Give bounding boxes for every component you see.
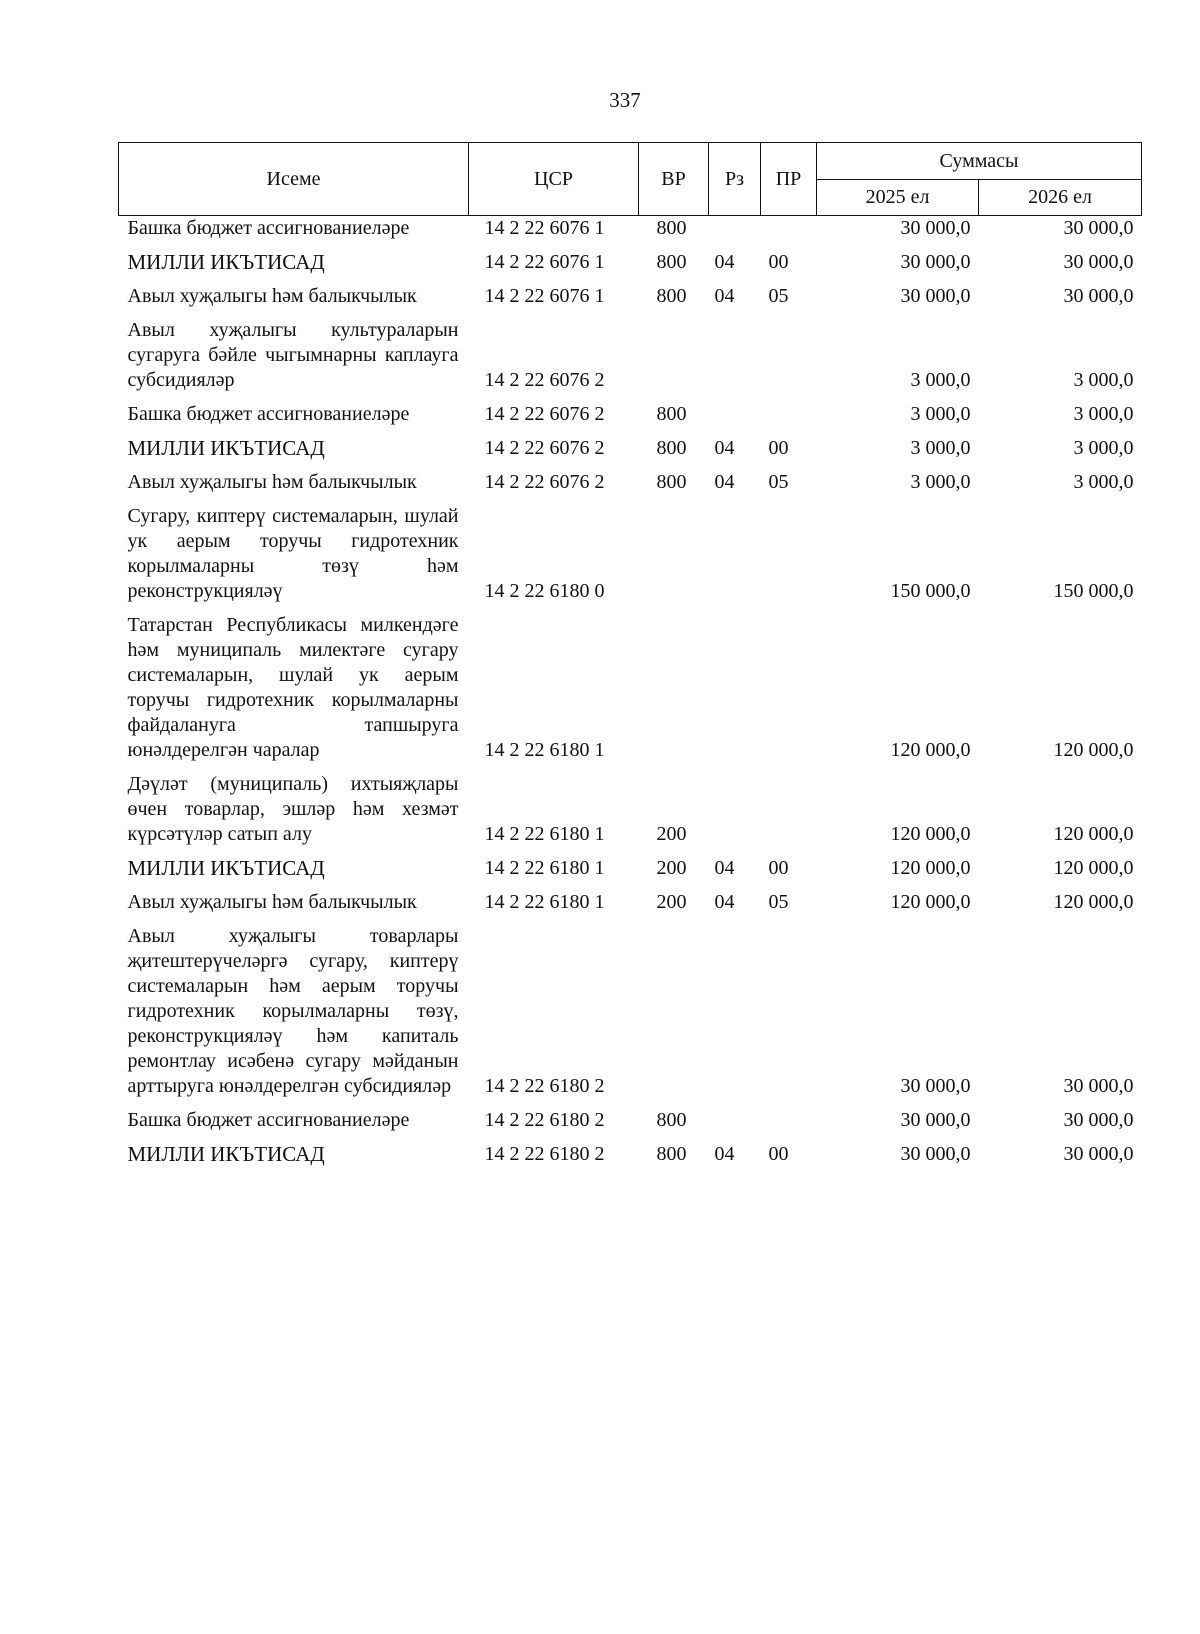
row-vr: 800 — [656, 285, 687, 307]
row-amount-2025: 120 000,0 — [890, 823, 971, 845]
row-amount-2026: 30 000,0 — [1063, 285, 1134, 307]
table-row — [119, 275, 1142, 309]
row-vr: 800 — [656, 403, 687, 425]
row-csr: 14 2 22 6076 2 — [484, 403, 605, 425]
row-rz — [709, 393, 761, 427]
row-amount-2026: 30 000,0 — [1063, 1109, 1134, 1131]
row-pr: 00 — [768, 857, 789, 879]
row-amount-2026: 120 000,0 — [1053, 823, 1134, 845]
row-name: Башка бюджет ассигнованиеләре — [127, 403, 410, 425]
row-vr: 800 — [656, 437, 687, 459]
row-amount-2026: 3 000,0 — [1073, 403, 1134, 425]
row-name: Башка бюджет ассигнованиеләре — [127, 1109, 410, 1131]
row-amount-2026: 120 000,0 — [1053, 891, 1134, 913]
table-row — [119, 1133, 1142, 1167]
row-amount-2025: 120 000,0 — [890, 891, 971, 913]
row-pr: 05 — [768, 891, 789, 913]
row-name: Авыл хуҗалыгы һәм балыкчылык — [127, 285, 417, 307]
row-amount-2026: 3 000,0 — [1073, 471, 1134, 493]
row-pr: 00 — [768, 437, 789, 459]
table-header — [119, 143, 1142, 216]
table-row — [119, 393, 1142, 427]
row-csr: 14 2 22 6076 1 — [484, 217, 605, 239]
row-amount-2025: 3 000,0 — [910, 471, 971, 493]
row-vr: 800 — [656, 1109, 687, 1131]
row-name: МИЛЛИ ИКЪТИСАД — [127, 856, 325, 880]
row-amount-2025: 150 000,0 — [890, 580, 971, 602]
row-csr: 14 2 22 6180 1 — [484, 891, 605, 913]
row-rz — [709, 915, 761, 1099]
row-amount-2026: 3 000,0 — [1073, 437, 1134, 459]
row-rz — [709, 216, 761, 242]
row-name: МИЛЛИ ИКЪТИСАД — [127, 1142, 325, 1166]
row-name: МИЛЛИ ИКЪТИСАД — [127, 436, 325, 460]
row-vr — [639, 915, 709, 1099]
row-csr: 14 2 22 6180 1 — [484, 739, 605, 761]
row-amount-2025: 30 000,0 — [900, 1143, 971, 1165]
table-row — [119, 763, 1142, 847]
row-name: Татарстан Республикасы милкендәге һәм муниципаль милектәге сугару системаларын, шулай ук аерым торучы гидротехник корылмаларны файдалануга тапшыруга юнәлдерелгән чаралар — [127, 614, 459, 761]
header-sums: Суммасы — [817, 143, 1142, 180]
row-pr — [761, 604, 817, 763]
row-rz: 04 — [714, 471, 735, 493]
row-vr — [639, 495, 709, 604]
header-csr: ЦСР — [469, 143, 639, 216]
row-name: Авыл хуҗалыгы товарлары җитештерүчеләргә сугару, киптерү системаларын һәм аерым торучы гидротехник корылмаларны төзү, реконструкцияләү һәм капиталь ремонтлау исәбенә сугару мәйданын арттыруга юнәлдерелгән субсидияләр — [127, 925, 459, 1097]
row-pr: 05 — [768, 471, 789, 493]
row-rz: 04 — [714, 285, 735, 307]
row-rz: 04 — [714, 251, 735, 273]
row-csr: 14 2 22 6076 1 — [484, 285, 605, 307]
row-vr — [639, 604, 709, 763]
table-body — [119, 216, 1142, 1168]
row-rz — [709, 1099, 761, 1133]
header-year-2026: 2026 ел — [979, 180, 1142, 216]
row-vr — [639, 309, 709, 393]
row-rz — [709, 495, 761, 604]
row-rz: 04 — [714, 1143, 735, 1165]
row-amount-2025: 3 000,0 — [910, 437, 971, 459]
row-amount-2025: 3 000,0 — [910, 369, 971, 391]
row-amount-2025: 30 000,0 — [900, 251, 971, 273]
row-vr: 200 — [656, 857, 687, 879]
table-row — [119, 847, 1142, 881]
row-pr — [761, 1099, 817, 1133]
row-pr: 00 — [768, 251, 789, 273]
row-csr: 14 2 22 6180 1 — [484, 823, 605, 845]
row-rz: 04 — [714, 857, 735, 879]
row-amount-2025: 120 000,0 — [890, 739, 971, 761]
row-name: Сугару, киптерү системаларын, шулай ук аерым торучы гидротехник корылмаларны төзү һәм реконструкцияләү — [127, 505, 459, 602]
row-amount-2025: 120 000,0 — [890, 857, 971, 879]
row-amount-2026: 150 000,0 — [1053, 580, 1134, 602]
row-amount-2025: 30 000,0 — [900, 1109, 971, 1131]
row-vr: 800 — [656, 1143, 687, 1165]
header-year-2025: 2025 ел — [817, 180, 979, 216]
row-vr: 200 — [656, 823, 687, 845]
row-amount-2025: 3 000,0 — [910, 403, 971, 425]
row-vr: 800 — [656, 471, 687, 493]
row-amount-2025: 30 000,0 — [900, 1075, 971, 1097]
table-row — [119, 216, 1142, 242]
row-name: Авыл хуҗалыгы һәм балыкчылык — [127, 471, 417, 493]
row-pr — [761, 495, 817, 604]
row-name: Дәүләт (муниципаль) ихтыяҗлары өчен товарлар, эшләр һәм хезмәт күрсәтүләр сатып алу — [127, 773, 459, 845]
row-vr: 200 — [656, 891, 687, 913]
row-name: Башка бюджет ассигнованиеләре — [127, 217, 410, 239]
row-csr: 14 2 22 6180 1 — [484, 857, 605, 879]
row-amount-2026: 30 000,0 — [1063, 1075, 1134, 1097]
row-amount-2026: 120 000,0 — [1053, 857, 1134, 879]
row-pr — [761, 915, 817, 1099]
row-amount-2026: 30 000,0 — [1063, 1143, 1134, 1165]
row-rz: 04 — [714, 437, 735, 459]
row-csr: 14 2 22 6180 2 — [484, 1143, 605, 1165]
row-pr — [761, 763, 817, 847]
table-row — [119, 241, 1142, 275]
row-pr — [761, 393, 817, 427]
table-row — [119, 309, 1142, 393]
row-csr: 14 2 22 6180 2 — [484, 1109, 605, 1131]
row-amount-2025: 30 000,0 — [900, 285, 971, 307]
row-name: Авыл хуҗалыгы һәм балыкчылык — [127, 891, 417, 913]
row-csr: 14 2 22 6180 2 — [484, 1075, 605, 1097]
table-row — [119, 461, 1142, 495]
page-number: 337 — [609, 88, 641, 112]
row-amount-2026: 3 000,0 — [1073, 369, 1134, 391]
table-row — [119, 427, 1142, 461]
header-pr: ПР — [761, 143, 817, 216]
row-name: Авыл хуҗалыгы культураларын сугаруга бәйле чыгымнарны каплауга субсидияләр — [127, 319, 459, 391]
row-pr — [761, 309, 817, 393]
row-rz — [709, 604, 761, 763]
table-row — [119, 1099, 1142, 1133]
row-rz: 04 — [714, 891, 735, 913]
row-pr — [761, 216, 817, 242]
row-rz — [709, 309, 761, 393]
row-csr: 14 2 22 6076 2 — [484, 369, 605, 391]
row-amount-2026: 30 000,0 — [1063, 251, 1134, 273]
header-vr: ВР — [639, 143, 709, 216]
table-row — [119, 604, 1142, 763]
row-csr: 14 2 22 6180 0 — [484, 580, 605, 602]
row-name: МИЛЛИ ИКЪТИСАД — [127, 250, 325, 274]
row-csr: 14 2 22 6076 2 — [484, 437, 605, 459]
row-csr: 14 2 22 6076 2 — [484, 471, 605, 493]
row-pr: 00 — [768, 1143, 789, 1165]
row-rz — [709, 763, 761, 847]
row-vr: 800 — [656, 251, 687, 273]
row-amount-2026: 30 000,0 — [1063, 217, 1134, 239]
budget-table — [118, 142, 1142, 1167]
table-row — [119, 915, 1142, 1099]
header-rz: Рз — [709, 143, 761, 216]
table-row — [119, 881, 1142, 915]
row-vr: 800 — [656, 217, 687, 239]
table-row — [119, 495, 1142, 604]
header-name: Исеме — [119, 143, 469, 216]
row-csr: 14 2 22 6076 1 — [484, 251, 605, 273]
row-amount-2025: 30 000,0 — [900, 217, 971, 239]
row-amount-2026: 120 000,0 — [1053, 739, 1134, 761]
row-pr: 05 — [768, 285, 789, 307]
